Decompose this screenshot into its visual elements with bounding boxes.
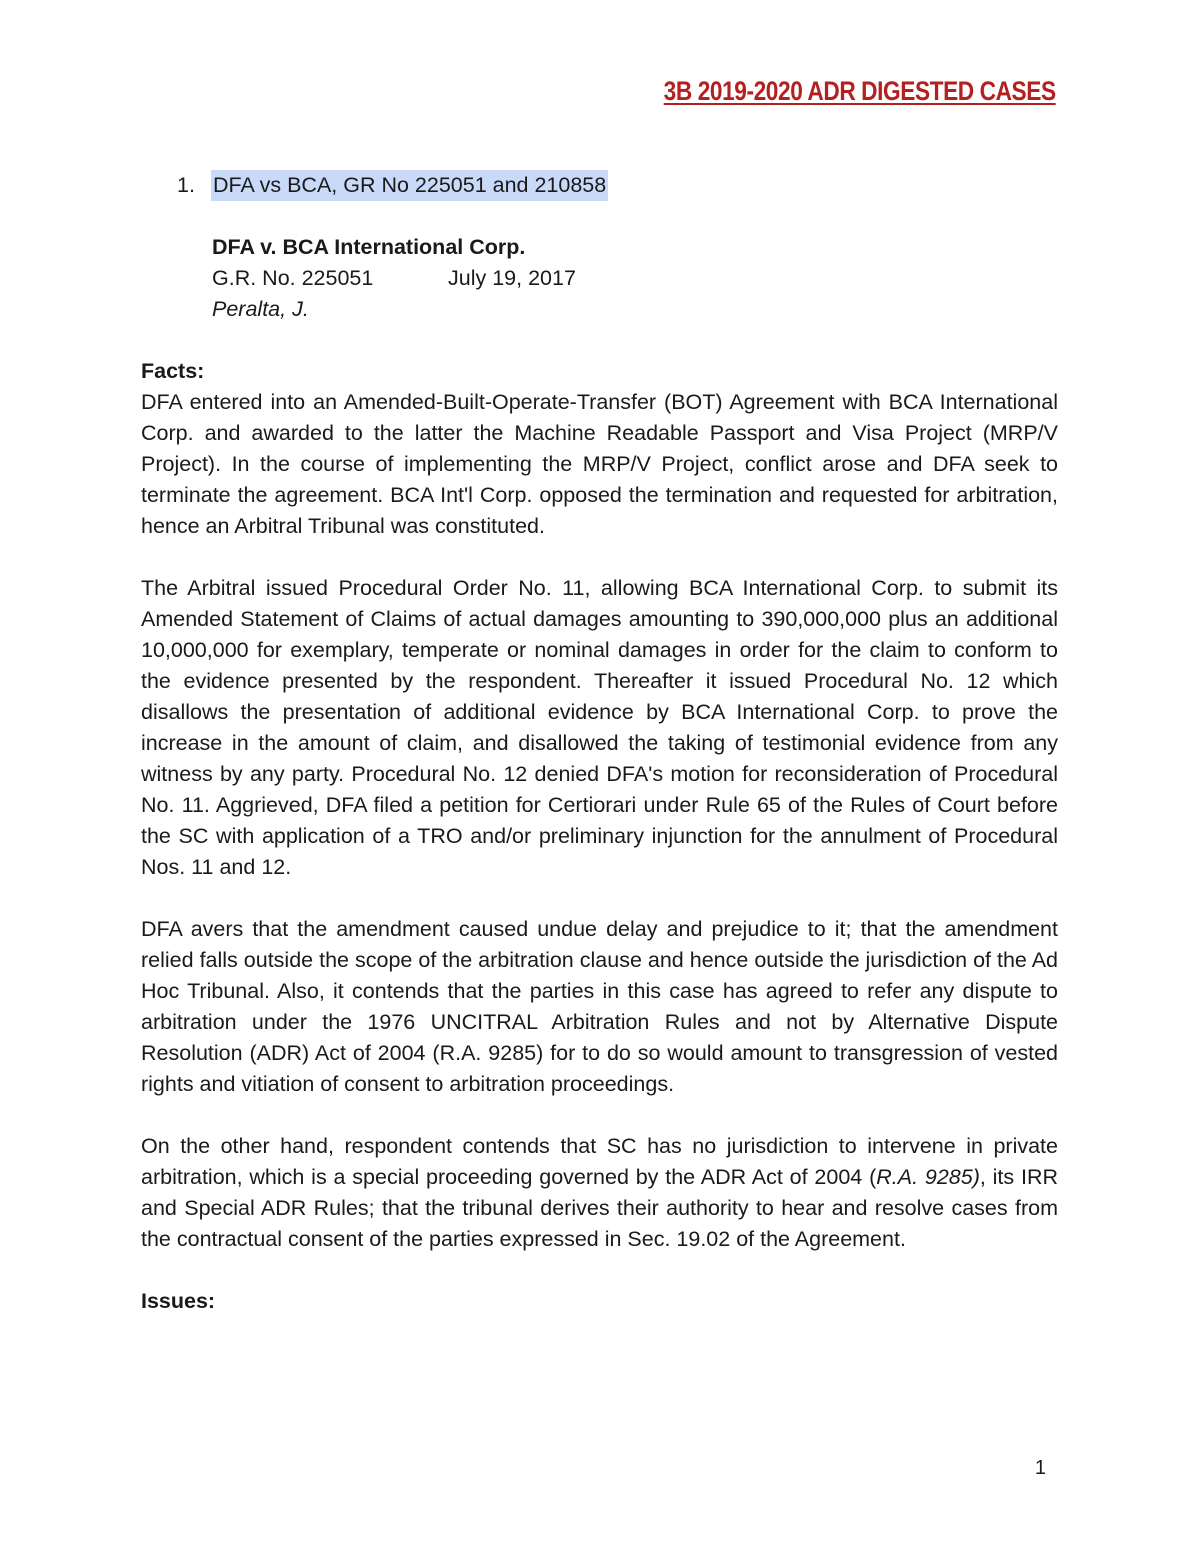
facts-heading: Facts: — [141, 359, 205, 383]
highlighted-case-label[interactable]: DFA vs BCA, GR No 225051 and 210858 — [211, 170, 608, 201]
page-header-title: 3B 2019-2020 ADR DIGESTED CASES — [663, 76, 1056, 106]
case-gr-line — [212, 263, 1058, 294]
decision-date: July 19, 2017 — [448, 266, 576, 290]
gr-number: G.R. No. 225051 — [212, 266, 374, 290]
case-citation-block — [141, 232, 1058, 325]
facts-paragraph-4-text-b: , its IRR and Special ADR Rules; that the tribunal derives their authority to hear and resolve cases from the contractual consent of the parties expressed in Sec. 19.02 of the Agreement. — [141, 1165, 1058, 1251]
facts-paragraph-4-italic: R.A. 9285) — [876, 1165, 980, 1189]
facts-paragraph-2: The Arbitral issued Procedural Order No. 11, allowing BCA International Corp. to submit its Amended Statement of Claims of actual damages amounting to 390,000,000 plus an additional 10,000,000 for exemplary, temperate or nominal damages in order for the claim to conform to the evidence presented by the respondent. Thereafter it issued Procedural No. 12 which disallows the presentation of additional evidence by BCA International Corp. to prove the increase in the amount of claim, and disallowed the taking of testimonial evidence from any witness by any party. Procedural No. 12 denied DFA's motion for reconsideration of Procedural No. 11. Aggrieved, DFA filed a petition for Certiorari under Rule 65 of the Rules of Court before the SC with application of a TRO and/or preliminary injunction for the annulment of Procedural Nos. 11 and 12. — [141, 576, 1058, 879]
ponente: Peralta, J. — [212, 297, 309, 321]
case-title: DFA v. BCA International Corp. — [212, 235, 526, 259]
facts-paragraph-1: DFA entered into an Amended-Built-Operate-Transfer (BOT) Agreement with BCA International Corp. and awarded to the latter the Machine Readable Passport and Visa Project (MRP/V Project). In the course of implementing the MRP/V Project, conflict arose and DFA seek to terminate the agreement. BCA Int'l Corp. opposed the termination and requested for arbitration, hence an Arbitral Tribunal was constituted. — [141, 390, 1058, 538]
page-number: 1 — [1034, 1457, 1046, 1479]
issues-heading: Issues: — [141, 1289, 216, 1313]
facts-paragraph-4 — [141, 1131, 1058, 1255]
facts-paragraph-3: DFA avers that the amendment caused undue delay and prejudice to it; that the amendment relied falls outside the scope of the arbitration clause and hence outside the jurisdiction of the Ad Hoc Tribunal. Also, it contends that the parties in this case has agreed to refer any dispute to arbitration under the 1976 UNCITRAL Arbitration Rules and not by Alternative Dispute Resolution (ADR) Act of 2004 (R.A. 9285) for to do so would amount to transgression of vested rights and vitiation of consent to arbitration proceedings. — [141, 917, 1058, 1096]
case-list-item — [141, 170, 1058, 201]
facts-paragraph-4-text-a: On the other hand, respondent contends that SC has no jurisdiction to intervene in private arbitration, which is a special proceeding governed by the ADR Act of 2004 ( — [141, 1134, 1058, 1189]
document-body — [141, 170, 1058, 1317]
list-number: 1. — [177, 173, 195, 197]
